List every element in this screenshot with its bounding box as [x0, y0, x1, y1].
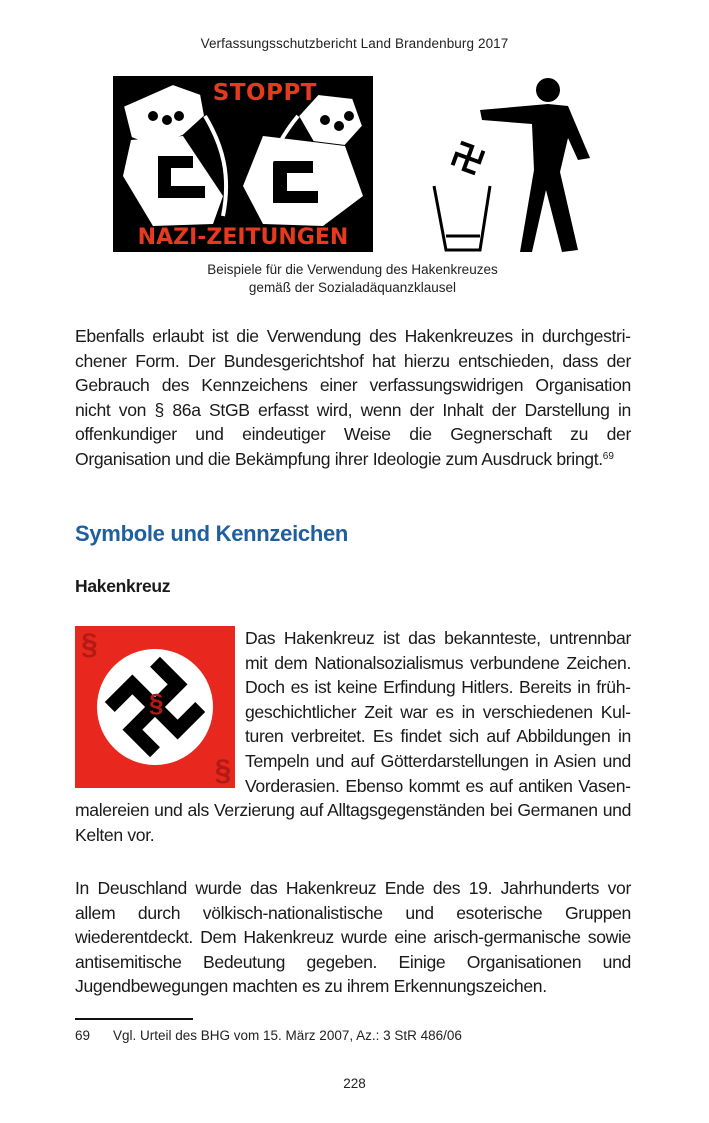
paragraph-text: Das Hakenkreuz ist das bekannteste, untrennbar mit dem Nationalsozialismus verbundene Zeichen. Doch es ist keine Erfindung Hitlers. Bereits in frühgeschichtlicher Zeit war es in verschiedenen Kulturen verbreitet. Es findet sich auf Abbildungen in Tempeln und auf Götterdarstellungen in Asien und Vorderasien. Ebenso kommt es auf antiken Vasenmalereien und als Verzierung auf Alltagsgegenständen bei Germanen und Kelten vor. — [75, 628, 631, 845]
footnote-text: Vgl. Urteil des BHG vom 15. März 2007, Az.: 3 StR 486/06 — [113, 1028, 462, 1043]
footnote-divider — [75, 1018, 193, 1020]
figure-caption — [150, 261, 555, 297]
swastika-in-trash-illustration — [428, 74, 598, 254]
crossed-swastika-flag-image — [75, 626, 235, 788]
caption-line-1: Beispiele für die Verwendung des Hakenkreuzes — [207, 262, 498, 277]
paragraph-mark-center: § — [149, 688, 164, 718]
paragraph-mark-bottom: § — [214, 754, 231, 787]
caption-line-2: gemäß der Sozialadäquanzklausel — [248, 280, 457, 295]
running-header: Verfassungsschutzbericht Land Brandenburg 2017 — [200, 36, 509, 51]
paragraph-hakenkreuz-history — [75, 626, 631, 847]
paragraph-mark-top: § — [81, 628, 98, 661]
section-title: Symbole und Kennzeichen — [75, 521, 349, 546]
footnote-ref-69[interactable]: 69 — [602, 450, 614, 462]
footnote — [75, 1028, 462, 1043]
paragraph-rediscovery: In Deuschland wurde das Hakenkreuz Ende des 19. Jahrhunderts vor allem durch völkisch-nationalistische und esoterische Gruppen wiederentdeckt. Dem Hakenkreuz wurde eine arisch-germanische sowie antisemitische Bedeutung gegeben. Einige Organisationen und Jugendbewegungen machten es zu ihrem Erkennungszeichen. — [75, 878, 631, 997]
page-number: 228 — [343, 1076, 366, 1091]
poster-title-top: STOPPT — [212, 80, 317, 106]
paragraph-crossed-out-swastika — [75, 324, 631, 472]
footnote-number: 69 — [75, 1028, 91, 1043]
poster-title-bottom: NAZI-ZEITUNGEN — [137, 225, 349, 250]
stop-nazi-newspapers-poster — [113, 76, 373, 252]
subsection-title: Hakenkreuz — [75, 576, 171, 596]
paragraph-text: Ebenfalls erlaubt ist die Verwendung des Hakenkreuzes in durchgestrichener Form. Der Bundesgerichtshof hat hierzu entschieden, dass der Gebrauch des Kennzeichens einer verfassungswidrigen Organisation nicht von § 86a StGB erfasst wird, wenn der Inhalt der Darstellung in offenkundiger und eindeutiger Weise die Gegnerschaft zu der Organisation und die Bekämpfung ihrer Ideologie zum Ausdruck bringt. — [75, 326, 631, 469]
